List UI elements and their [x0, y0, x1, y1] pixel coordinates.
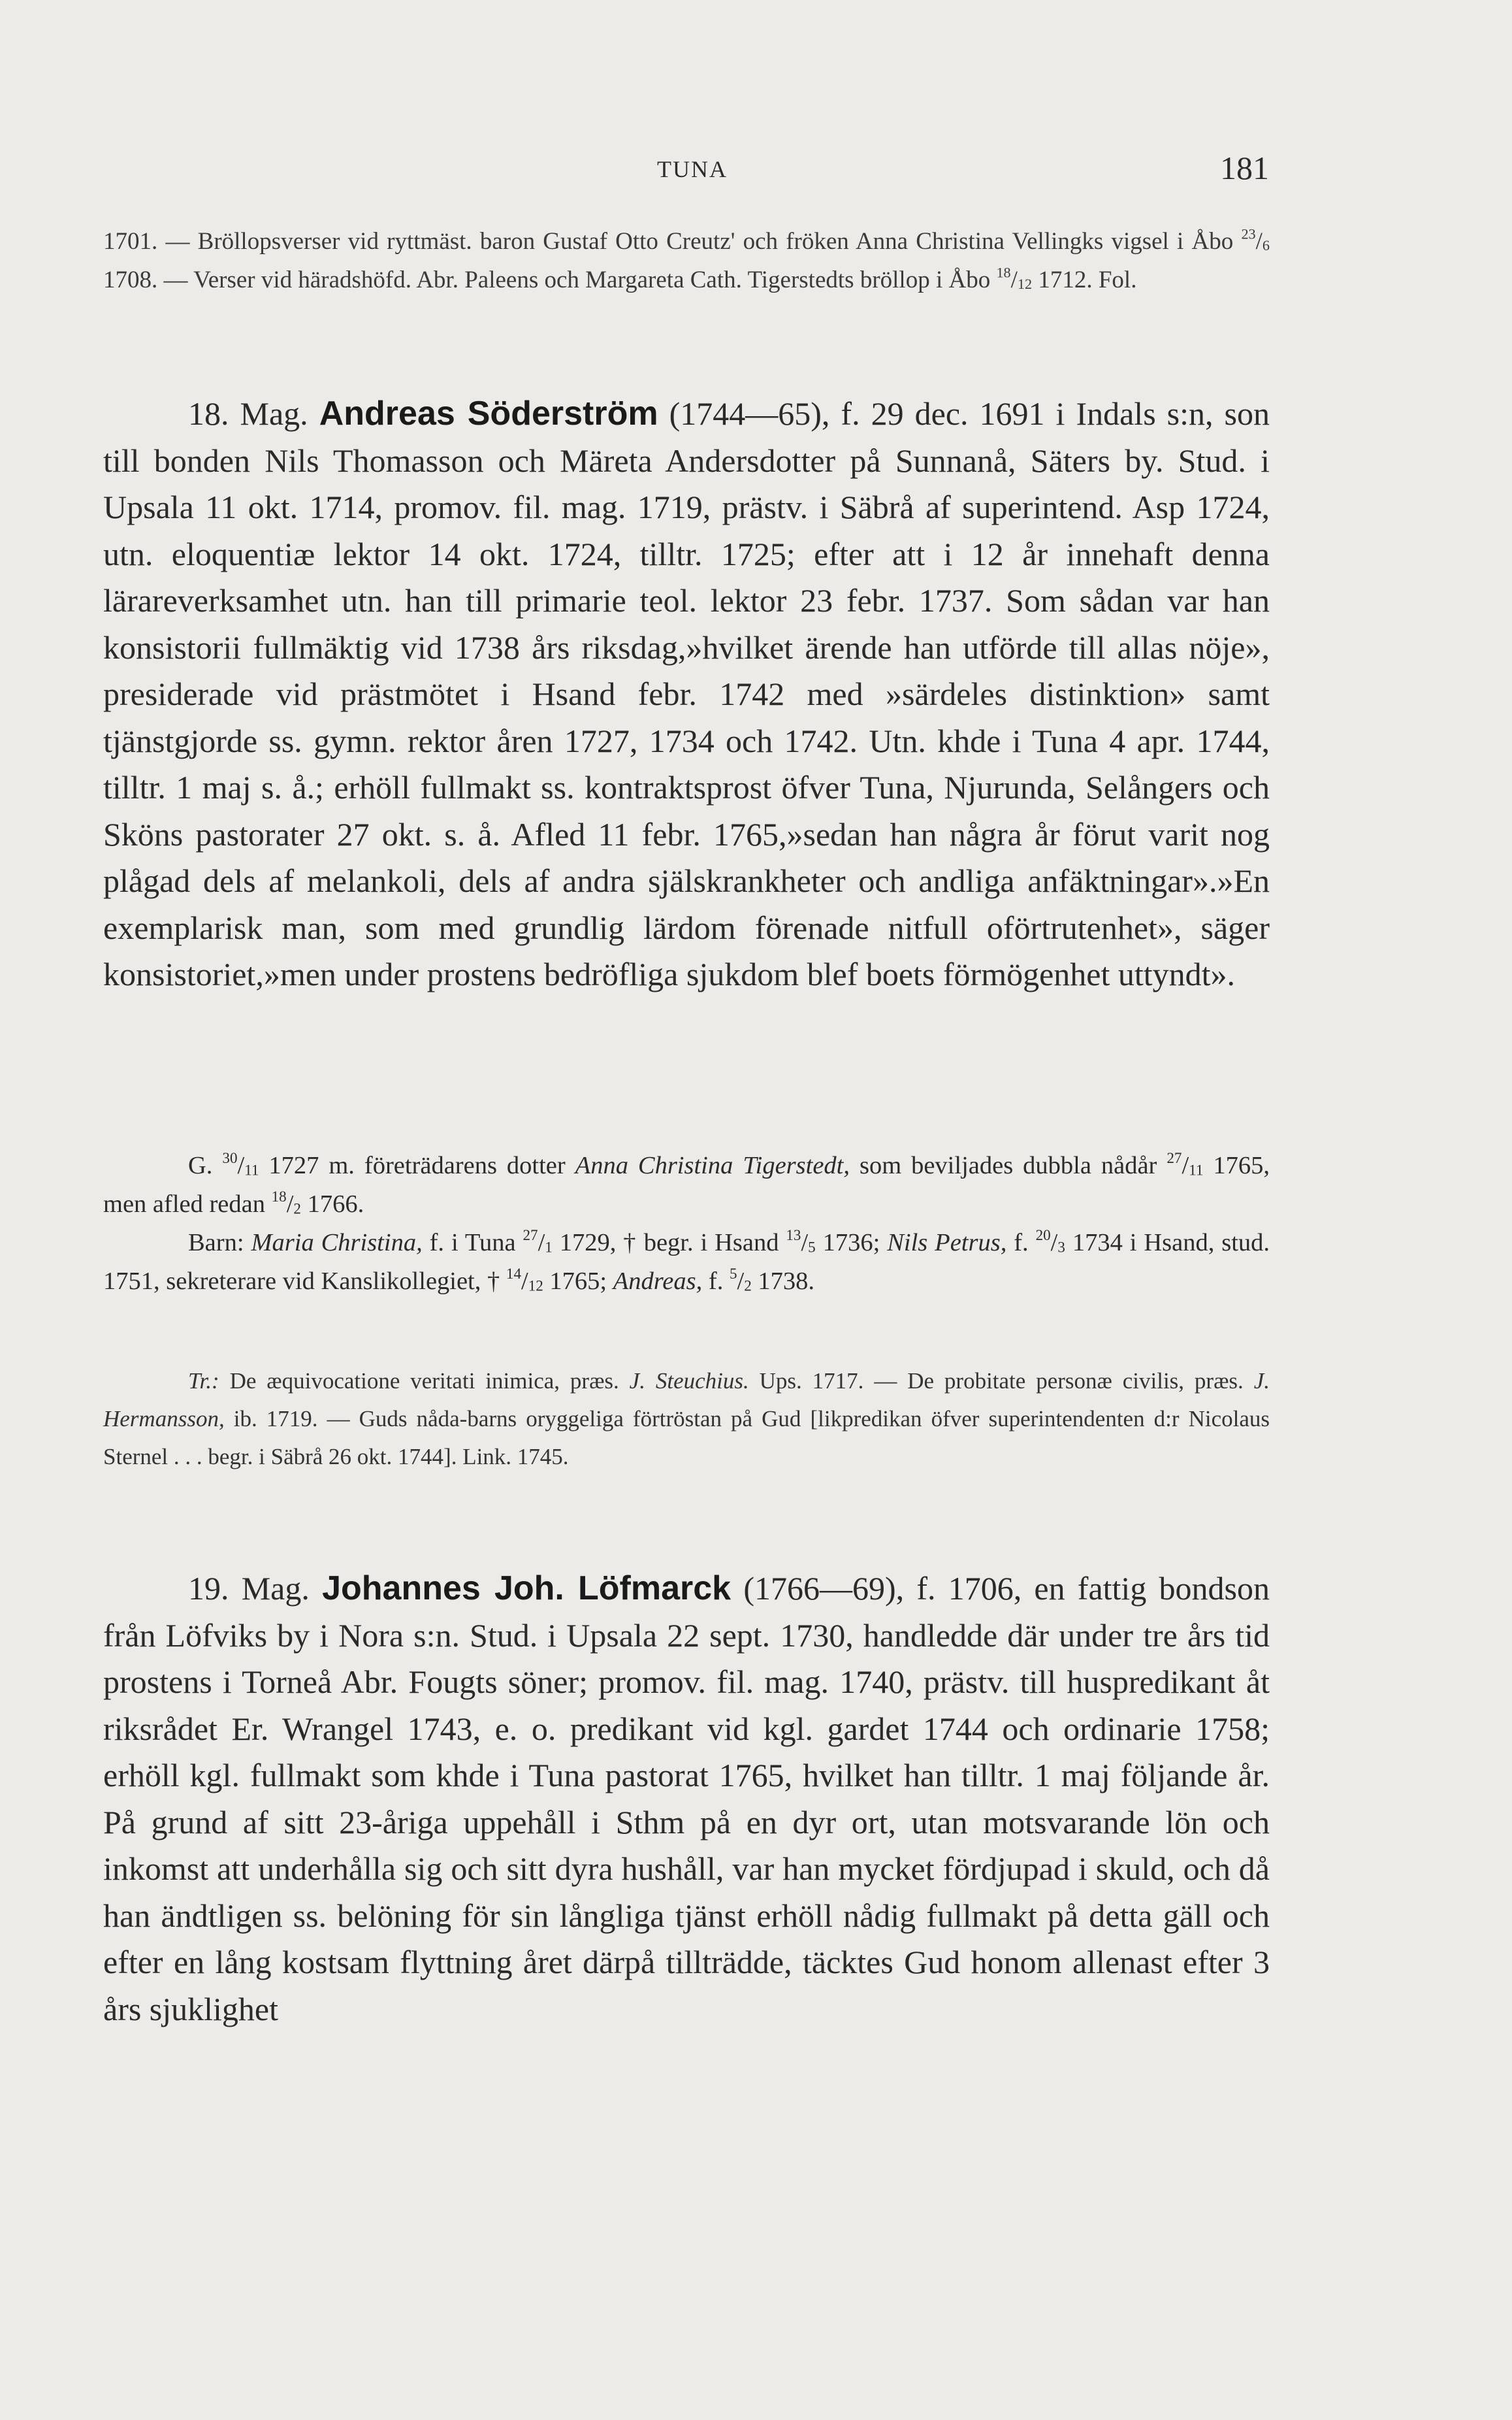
text-run: 1729, † begr. i Hsand	[552, 1229, 786, 1256]
date-numerator: 5	[729, 1264, 737, 1282]
date-numerator: 18	[996, 264, 1011, 281]
text-run: 1738.	[751, 1267, 815, 1295]
text-run: f. i Tuna	[422, 1229, 523, 1256]
marriage-note: G. $^{30}/_{11}$ 1727 m. företrädarens dotter Anna Christina Tigerstedt, som beviljades dubbla nådår $^{27}/_{11}$ 1765, men afled redan $^{18}/_2$ 1766.	[103, 1149, 1270, 1218]
date-denominator: 1	[545, 1238, 553, 1256]
date-denominator: 11	[244, 1161, 259, 1179]
text-run: 1727 m. företrädarens dotter	[259, 1152, 575, 1179]
date-numerator: 13	[786, 1226, 801, 1243]
date-numerator: 14	[506, 1264, 521, 1282]
text-run: Ups. 1717. — De probitate personæ civilis, præs.	[748, 1368, 1254, 1394]
text-run: De æquivocatione veritati inimica, præs.	[219, 1368, 630, 1394]
date-denominator: 11	[1189, 1161, 1204, 1179]
text-run: 1712. Fol.	[1032, 267, 1137, 293]
date-denominator: 12	[1017, 276, 1033, 293]
text-run: 1765, men afled redan	[103, 1152, 1270, 1218]
entry-19	[103, 1565, 1270, 2033]
date-numerator: 27	[523, 1226, 538, 1243]
date-denominator: 3	[1057, 1238, 1065, 1256]
person-name: Andreas Söderström	[319, 395, 658, 433]
printed-works	[103, 1362, 1270, 1476]
text-run: Barn:	[188, 1229, 251, 1256]
text-run: G.	[188, 1152, 223, 1179]
text-run: 1765;	[543, 1267, 613, 1295]
continuation-paragraph: 1701. — Bröllopsverser vid ryttmäst. baron Gustaf Otto Creutz' och fröken Anna Christina Vellingks vigsel i Åbo $^{23}/_6$ 1708. — Verser vid häradshöfd. Abr. Paleens och Margareta Cath. Tigerstedts bröllop i Åbo $^{18}/_{12}$ 1712. Fol.	[103, 225, 1270, 293]
text-run: 1701. — Bröllopsverser vid ryttmäst. baron Gustaf Otto Creutz' och fröken Anna Christina Vellingks vigsel i Åbo	[103, 228, 1242, 255]
children-note: Barn: Maria Christina, f. i Tuna $^{27}/_1$ 1729, † begr. i Hsand $^{13}/_5$ 1736; Nils Petrus, f. $^{20}/_3$ 1734 i Hsand, stud. 1751, sekreterare vid Kanslikollegiet, † $^{14}/_{12}$ 1765; Andreas, f. $^5/_2$ 1738.	[103, 1226, 1270, 1295]
author-name: J. Steuchius.	[629, 1368, 749, 1394]
text-run: 1766.	[300, 1190, 364, 1218]
text-run: som beviljades dubbla nådår	[850, 1152, 1167, 1179]
entry-text: (1766—69), f. 1706, en fattig bondson från Löfviks by i Nora s:n. Stud. i Upsala 22 sept. 1730, handledde där under tre års tid prostens i Torneå Abr. Fougts söner; promov. fil. mag. 1740, prästv. till huspredikant åt riksrådet Er. Wrangel 1743, e. o. predikant vid kgl. gardet 1744 och ordinarie 1758; erhöll kgl. fullmakt som khde i Tuna pastorat 1765, hvilket han tilltr. 1 maj följande år. På grund af sitt 23-åriga uppehåll i Sthm på en dyr ort, utan motsvarande lön och inkomst att underhålla sig och sitt dyra hushåll, var han mycket fördjupad i skuld, och då han ändtligen ss. belöning för sin långliga tjänst erhöll nådig fullmakt på detta gäll och efter en lång kostsam flyttning året därpå tillträdde, täcktes Gud honom allenast efter 3 års sjuklighet	[103, 1570, 1270, 2027]
date-denominator: 2	[744, 1277, 752, 1294]
text-run: ib. 1719. — Guds nåda-barns oryggeliga förtröstan på Gud [likpredikan öfver superintendenten d:r Nicolaus Sternel . . . begr. i Säbrå 26 okt. 1744]. Link. 1745.	[103, 1406, 1270, 1469]
person-name: Johannes Joh. Löfmarck	[322, 1569, 732, 1607]
date-denominator: 6	[1262, 237, 1270, 254]
entry-number: 18. Mag.	[188, 395, 319, 432]
date-numerator: 20	[1035, 1226, 1051, 1243]
text-run: 1708. — Verser vid häradshöfd. Abr. Paleens och Margareta Cath. Tigerstedts bröllop i Åbo	[103, 267, 997, 293]
entry-text: (1744—65), f. 29 dec. 1691 i Indals s:n, son till bonden Nils Thomasson och Märeta Andersdotter på Sunnanå, Säters by. Stud. i Upsala 11 okt. 1714, promov. fil. mag. 1719, prästv. i Säbrå af superintend. Asp 1724, utn. eloquentiæ lektor 14 okt. 1724, tilltr. 1725; efter att i 12 år innehaft denna lärareverksamhet utn. han till primarie teol. lektor 23 febr. 1737. Som sådan var han konsistorii fullmäktig vid 1738 års riksdag,»hvilket ärende han utförde till allas nöje», presiderade vid prästmötet i Hsand febr. 1742 med »särdeles distinktion» samt tjänstgjorde ss. gymn. rektor åren 1727, 1734 och 1742. Utn. khde i Tuna 4 apr. 1744, tilltr. 1 maj s. å.; erhöll fullmakt ss. kontraktsprost öfver Tuna, Njurunda, Selångers och Sköns pastorater 27 okt. s. å. Afled 11 febr. 1765,»sedan han några år förut varit nog plågad dels af melankoli, dels af andra själskrankheter och andliga anfäktningar».»En exemplarisk man, som med grundlig lärdom förenade nitfull oförtrutenhet», säger konsistoriet,»men under prostens bedröfliga sjukdom blef boets förmögenhet uttyndt».	[103, 395, 1270, 992]
works-label: Tr.:	[188, 1368, 219, 1394]
date-numerator: 18	[271, 1187, 287, 1205]
page-number: 181	[1220, 150, 1269, 186]
date-numerator: 23	[1241, 225, 1256, 242]
running-title: TUNA	[657, 156, 728, 182]
child-name: Maria Christina,	[251, 1229, 423, 1256]
author-name: J. Hermansson,	[103, 1368, 1270, 1431]
date-denominator: 2	[293, 1200, 301, 1217]
text-run: f.	[702, 1267, 730, 1295]
entry-number: 19. Mag.	[188, 1570, 323, 1607]
date-denominator: 12	[528, 1277, 543, 1294]
date-numerator: 30	[222, 1149, 238, 1166]
child-name: Nils Petrus,	[887, 1229, 1007, 1256]
date-numerator: 27	[1166, 1149, 1182, 1166]
date-denominator: 5	[808, 1238, 816, 1256]
entry-18	[103, 391, 1270, 998]
wife-name: Anna Christina Tigerstedt,	[575, 1152, 850, 1179]
text-run: 1734 i Hsand, stud. 1751, sekreterare vid Kanslikollegiet, †	[103, 1229, 1270, 1295]
text-run: 1736;	[815, 1229, 888, 1256]
child-name: Andreas,	[613, 1267, 703, 1295]
text-run: f.	[1006, 1229, 1036, 1256]
